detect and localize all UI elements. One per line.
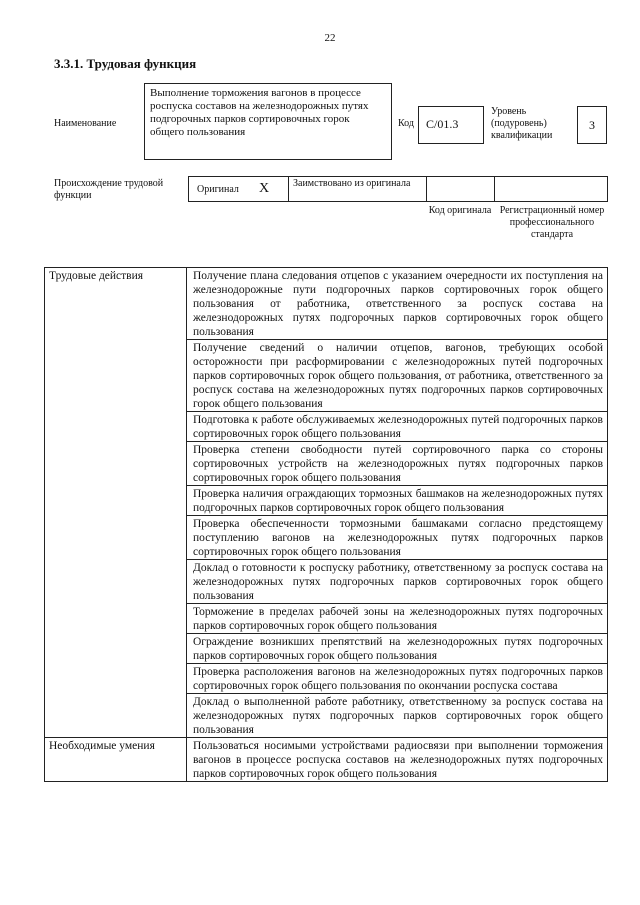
item-cell: Доклад о готовности к роспуску работнику, ответственному за роспуск состава на железнодорожных путях подгорочных парков сортировочных горок общего пользования — [187, 560, 608, 604]
code-original-cell — [427, 177, 495, 201]
item-cell: Получение плана следования отцепов с указанием очередности их поступления на железнодорожные пути подгорочных парков сортировочных горок общего пользования от работника, ответственного за роспуск состава на железнодорожных путях подгорочных парков сортировочных горок общего пользования — [187, 268, 608, 340]
original-label: Оригинал — [197, 184, 239, 195]
origin-original-cell — [189, 177, 289, 201]
item-cell: Пользоваться носимыми устройствами радиосвязи при выполнении торможения вагонов в процессе роспуска составов на железнодорожных путях подгорочных парков сортировочных горок общего пользования — [187, 738, 608, 782]
function-name-box: Выполнение торможения вагонов в процессе роспуска составов на железнодорожных путях подгорочных парков сортировочных горок общего пользования — [144, 83, 392, 160]
section-title: 3.3.1. Трудовая функция — [54, 56, 197, 71]
item-cell: Проверка обеспеченности тормозными башмаками согласно предстоящему поступлению вагонов на железнодорожных путях подгорочных парков сортировочных горок общего пользования — [187, 516, 608, 560]
origin-table — [188, 176, 608, 202]
item-cell: Проверка степени свободности путей сортировочного парка со стороны сортировочных устройств на железнодорожных путях подгорочных парков сортировочных горок общего пользования — [187, 442, 608, 486]
table-row — [45, 738, 608, 782]
code-value: С/01.3 — [418, 106, 484, 144]
item-cell: Проверка расположения вагонов на железнодорожных путях подгорочных парков сортировочных горок общего пользования по окончании роспуска состава — [187, 664, 608, 694]
table-row — [45, 268, 608, 340]
name-label: Наименование — [54, 118, 117, 129]
original-mark: X — [259, 181, 270, 196]
code-original-label: Код оригинала — [428, 205, 492, 216]
origin-borrowed-cell — [289, 177, 427, 201]
item-cell: Доклад о выполненной работе работнику, ответственному за роспуск состава на железнодорожных путях подгорочных парков сортировочных горок общего пользования — [187, 694, 608, 738]
borrowed-label: Заимствовано из оригинала — [293, 178, 411, 189]
item-cell: Торможение в пределах рабочей зоны на железнодорожных путях подгорочных парков сортировочных горок общего пользования — [187, 604, 608, 634]
item-cell: Подготовка к работе обслуживаемых железнодорожных путей подгорочных парков сортировочных горок общего пользования — [187, 412, 608, 442]
reg-number-cell — [495, 177, 607, 201]
category-cell: Трудовые действия — [45, 268, 187, 738]
item-cell: Получение сведений о наличии отцепов, вагонов, требующих особой осторожности при расформировании с железнодорожных путей подгорочных парков сортировочных горок общего пользования, от работника, ответственного за роспуск состава на железнодорожных путях подгорочных парков сортировочных горок общего пользования — [187, 340, 608, 412]
code-label: Код — [398, 118, 414, 129]
page-number: 22 — [324, 32, 336, 44]
origin-label: Происхождение трудовой функции — [54, 178, 164, 201]
level-value: 3 — [577, 106, 607, 144]
item-cell: Проверка наличия ограждающих тормозных башмаков на железнодорожных путях подгорочных парков сортировочных горок общего пользования — [187, 486, 608, 516]
labor-function-table — [44, 267, 608, 782]
level-label: Уровень (подуровень) квалификации — [491, 106, 553, 141]
item-cell: Ограждение возникших препятствий на железнодорожных путях подгорочных парков сортировочных горок общего пользования — [187, 634, 608, 664]
category-cell: Необходимые умения — [45, 738, 187, 782]
reg-number-label: Регистрационный номер профессионального стандарта — [499, 205, 605, 240]
